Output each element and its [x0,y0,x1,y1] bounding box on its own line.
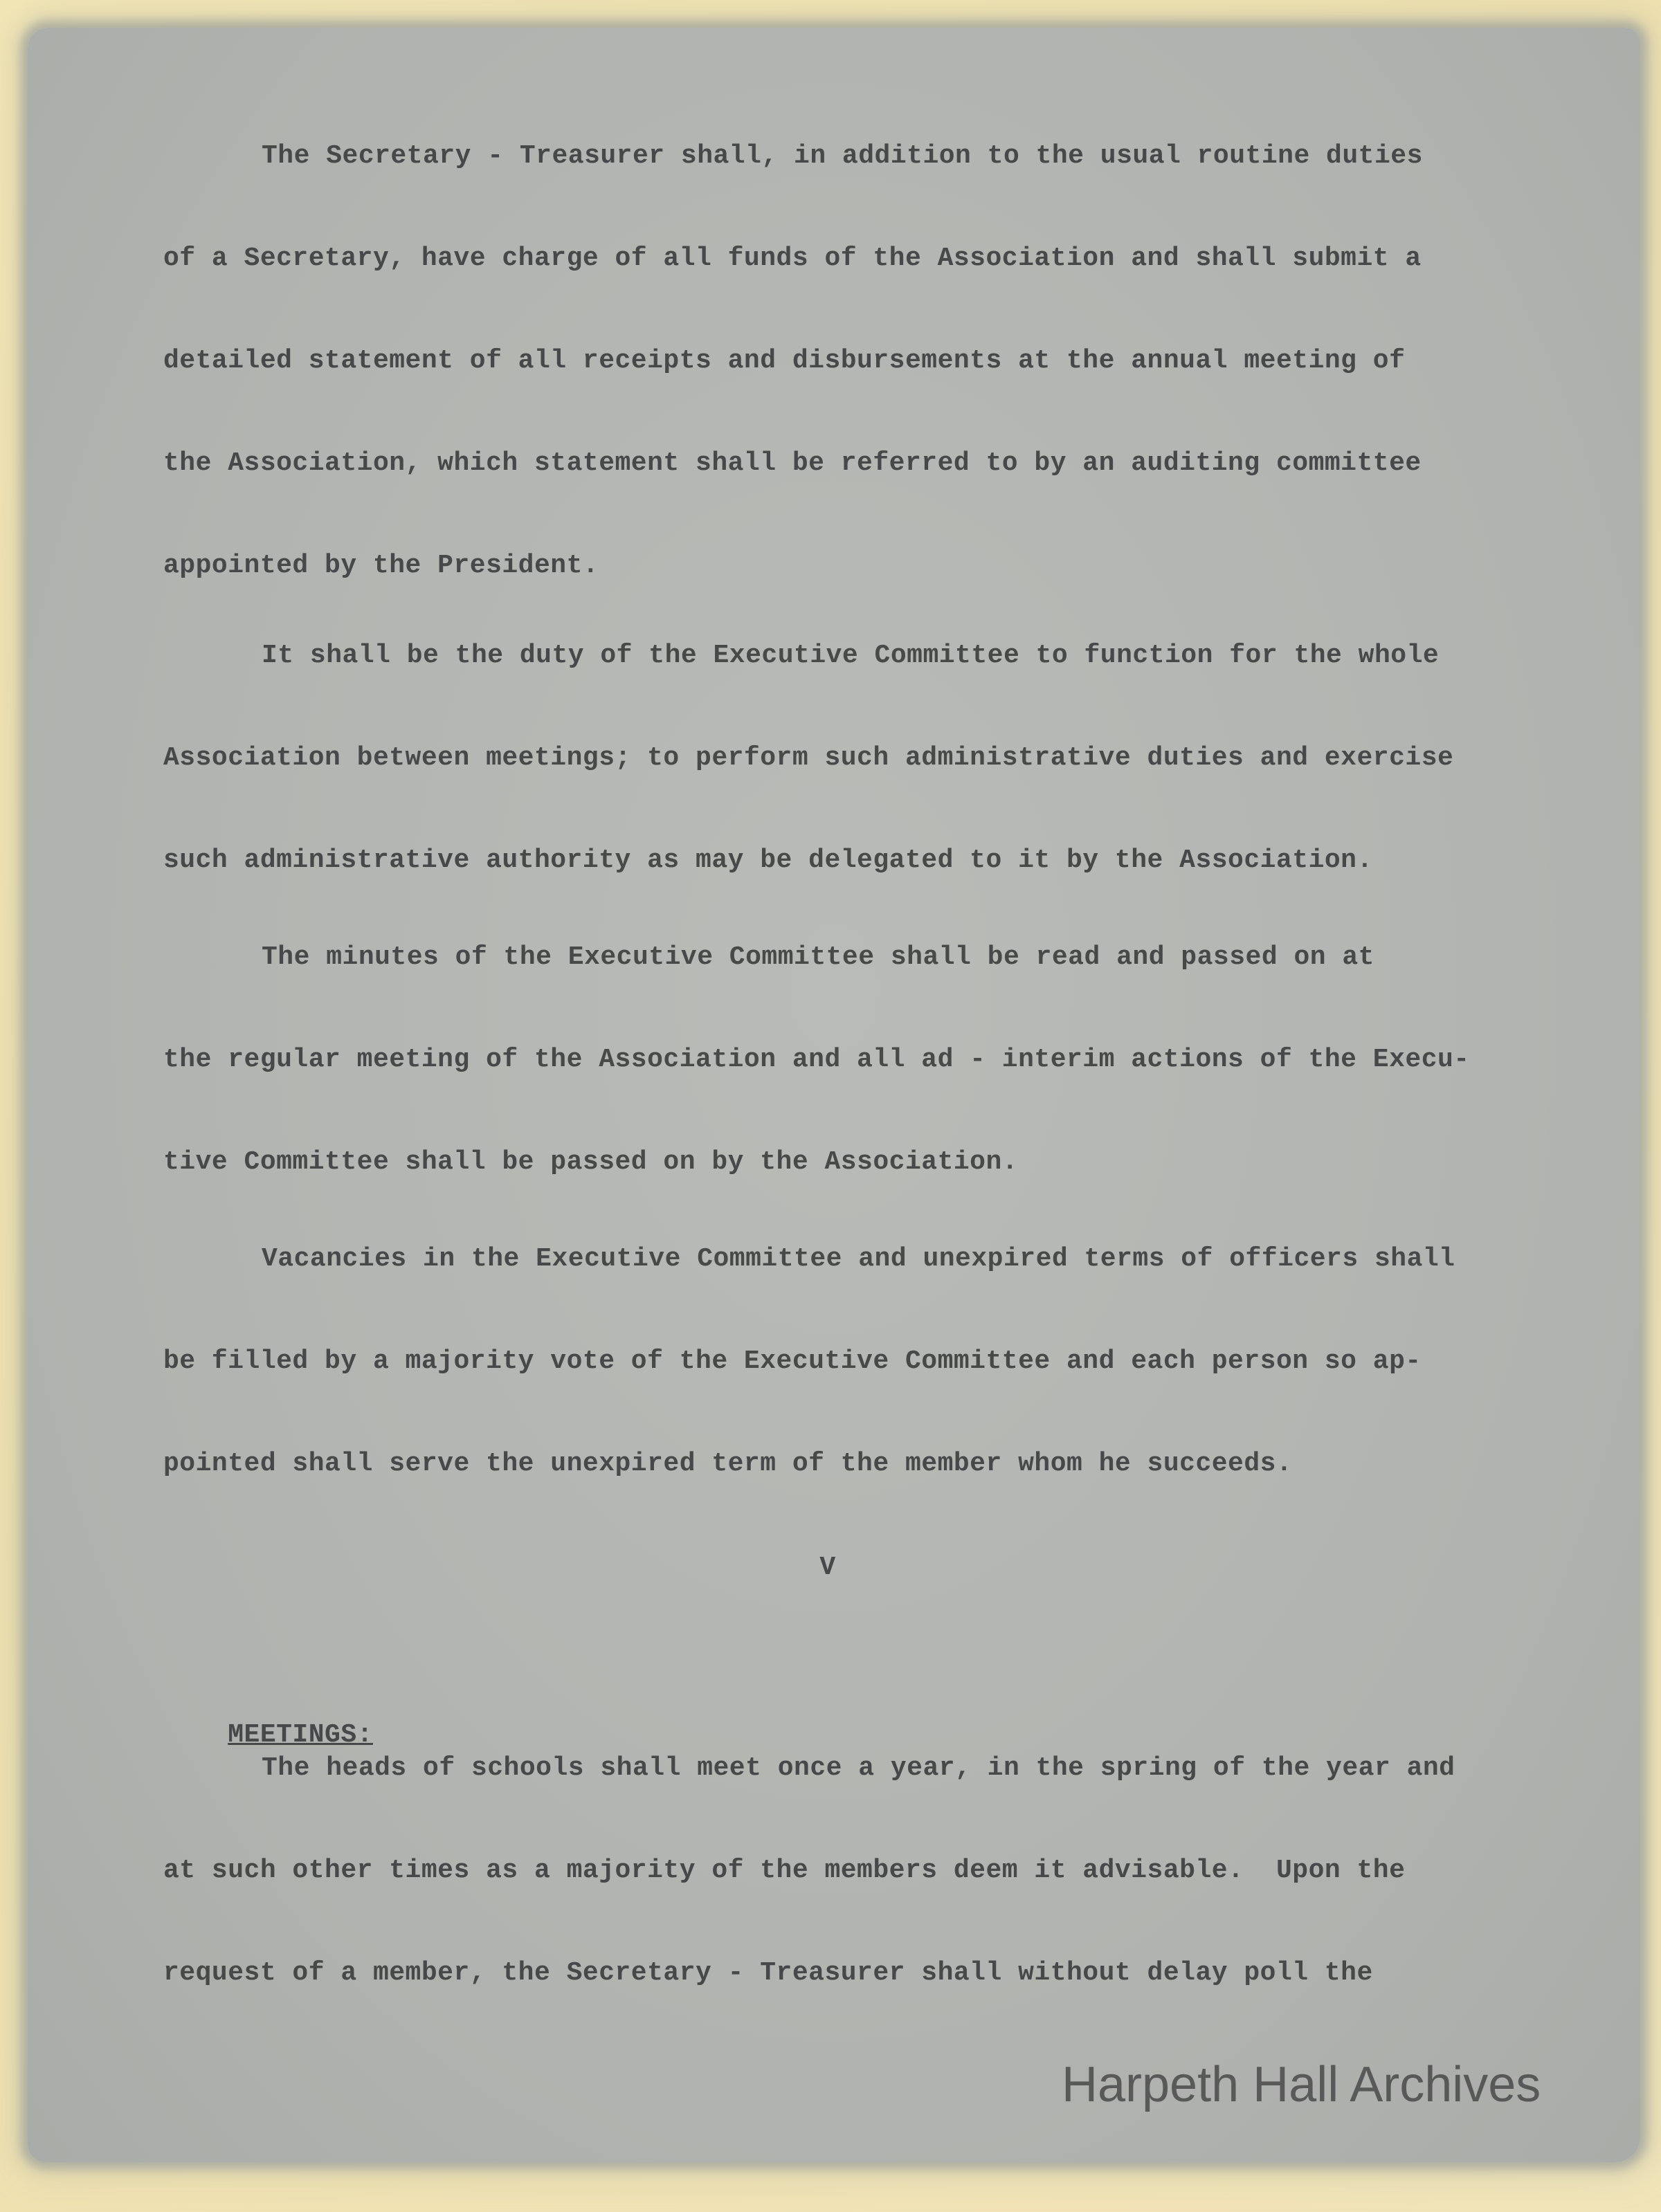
paragraph-1-line-3: detailed statement of all receipts and disbursements at the annual meeting of [163,346,1406,376]
paragraph-3-line-2: the regular meeting of the Association and all ad - interim actions of the Execu- [163,1045,1470,1075]
paragraph-1-line-4: the Association, which statement shall be referred to by an auditing committee [163,448,1422,478]
section-heading [163,1640,1520,1750]
paragraph-3-line-1: The minutes of the Executive Committee shall be read and passed on at [262,942,1374,972]
paragraph-4-line-1: Vacancies in the Executive Committee and unexpired terms of officers shall [262,1244,1455,1274]
meetings-line-1: The heads of schools shall meet once a year, in the spring of the year and [262,1753,1455,1783]
paragraph-4-line-3: pointed shall serve the unexpired term of the member whom he succeeds. [163,1449,1293,1479]
meetings-line-3: request of a member, the Secretary - Treasurer shall without delay poll the [163,1958,1373,1988]
paragraph-4-line-2: be filled by a majority vote of the Executive Committee and each person so ap- [163,1346,1422,1376]
paragraph-1-line-5: appointed by the President. [163,551,599,581]
paragraph-1-line-2: of a Secretary, have charge of all funds of the Association and shall submit a [163,244,1422,273]
paragraph-2-line-2: Association between meetings; to perform such administrative duties and exercise [163,743,1454,773]
section-number: V [819,1553,836,1582]
paragraph-2-line-3: such administrative authority as may be delegated to it by the Association. [163,846,1373,875]
meetings-line-2: at such other times as a majority of the members deem it advisable. Upon the [163,1856,1406,1885]
paragraph-1-line-1: The Secretary - Treasurer shall, in addition to the usual routine duties [262,141,1423,171]
paragraph-3-line-3: tive Committee shall be passed on by the Association. [163,1147,1019,1177]
archive-watermark: Harpeth Hall Archives [1062,2057,1541,2112]
section-heading-text: MEETINGS: [228,1720,373,1750]
document-body [163,125,1520,2044]
paragraph-2-line-1: It shall be the duty of the Executive Committee to function for the whole [262,641,1440,670]
